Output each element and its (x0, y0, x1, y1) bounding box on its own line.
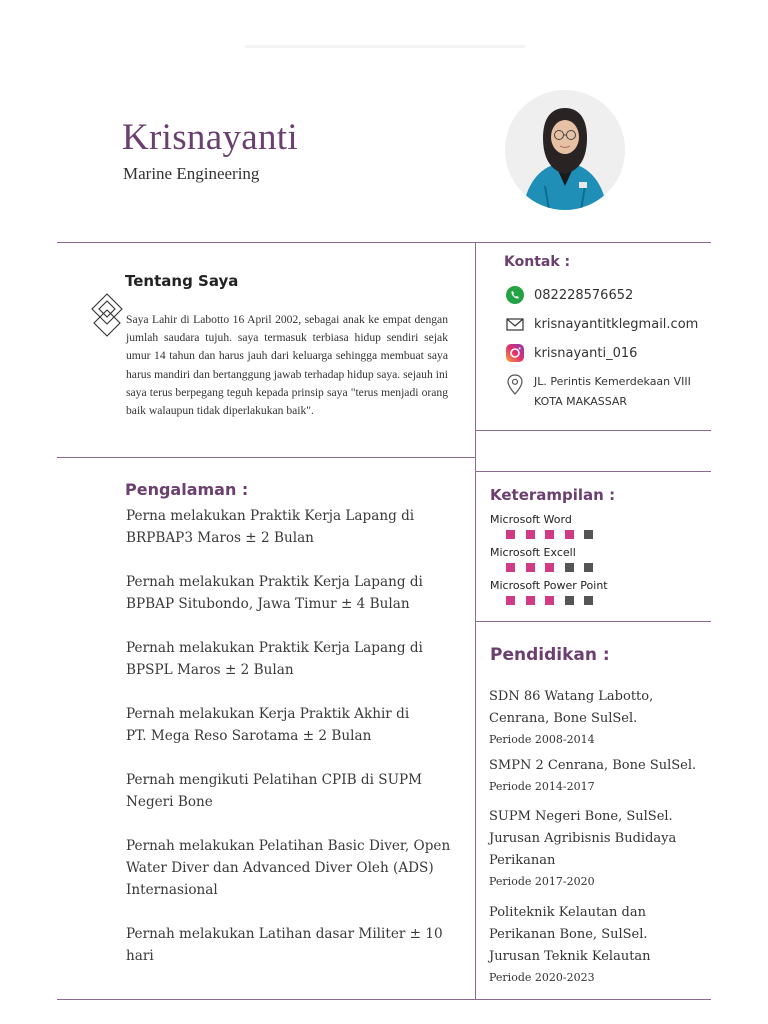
experience-line: Water Diver dan Advanced Diver Oleh (ADS) (126, 860, 434, 876)
skill-dot-filled (545, 563, 554, 572)
top-decoration (245, 45, 525, 48)
education-line: Cenrana, Bone SulSel. (489, 711, 638, 726)
skill-dot-empty (584, 596, 593, 605)
skill-dot-filled (526, 530, 535, 539)
about-text: Saya Lahir di Labotto 16 April 2002, sebagai anak ke empat dengan jumlah saudara tujuh. saya termasuk terbiasa hidup sendiri sejak umur 14 tahun dan harus jauh dari keluarga sehingga membuat saya harus mandiri dan bertanggung jawab terhadap hidup saya. sejauh ini saya terus berpegang teguh kepada prinsip saya "terus menjadi orang baik walaupun tidak diperlakukan baik". (126, 313, 448, 418)
skill-dot-filled (506, 596, 515, 605)
diamond-ornament-icon (90, 292, 124, 340)
profile-photo (505, 90, 625, 210)
skill-name: Microsoft Excell (490, 546, 576, 559)
experience-line: Pernah melakukan Kerja Praktik Akhir di (126, 706, 410, 722)
contact-instagram (505, 343, 637, 363)
skill-dot-empty (584, 563, 593, 572)
experience-heading: Pengalaman : (125, 480, 249, 499)
education-line: SUPM Negeri Bone, SulSel. (489, 809, 673, 824)
divider-bottom (57, 999, 711, 1000)
experience-line: BPBAP Situbondo, Jawa Timur ± 4 Bulan (126, 596, 410, 612)
education-line: Politeknik Kelautan dan (489, 905, 646, 920)
mail-icon (505, 314, 525, 334)
education-item (489, 806, 714, 892)
experience-list (126, 505, 461, 989)
education-period: Periode 2014-2017 (489, 780, 595, 793)
experience-line: BPSPL Maros ± 2 Bulan (126, 662, 294, 678)
skill-name: Microsoft Power Point (490, 579, 608, 592)
contact-email (505, 314, 698, 334)
skill-dot-filled (506, 563, 515, 572)
skill-dot-empty (565, 563, 574, 572)
experience-item (126, 637, 461, 681)
about-heading: Tentang Saya (125, 272, 239, 290)
experience-line: Internasional (126, 882, 218, 898)
experience-line: Pernah mengikuti Pelatihan CPIB di SUPM (126, 772, 423, 788)
experience-item (126, 923, 461, 967)
experience-line: hari (126, 948, 154, 964)
skill-level-meter (506, 530, 604, 539)
education-period: Periode 2008-2014 (489, 733, 595, 746)
profile-role: Marine Engineering (123, 164, 260, 183)
divider-skills-bottom (475, 621, 711, 622)
phone-number: 082228576652 (534, 287, 634, 303)
skill-dot-filled (526, 563, 535, 572)
experience-item (126, 571, 461, 615)
address-line-2: KOTA MAKASSAR (534, 395, 628, 408)
divider-skills-top (475, 471, 711, 472)
skill-dot-filled (526, 596, 535, 605)
skill-dot-filled (565, 530, 574, 539)
skill-level-meter (506, 596, 604, 605)
profile-name: Krisnayanti (122, 117, 298, 158)
whatsapp-icon (505, 285, 525, 305)
experience-line: Perna melakukan Praktik Kerja Lapang di (126, 508, 415, 524)
contact-phone (505, 285, 633, 305)
education-line: Perikanan Bone, SulSel. (489, 927, 648, 942)
experience-line: Pernah melakukan Praktik Kerja Lapang di (126, 640, 423, 656)
skill-name: Microsoft Word (490, 513, 572, 526)
experience-line: BRPBAP3 Maros ± 2 Bulan (126, 530, 314, 546)
skill-dot-filled (506, 530, 515, 539)
contact-address (505, 372, 691, 412)
experience-item (126, 835, 461, 901)
education-line: Jurusan Teknik Kelautan (489, 949, 651, 964)
education-period: Periode 2020-2023 (489, 971, 595, 984)
education-period: Periode 2017-2020 (489, 875, 595, 888)
experience-item (126, 505, 461, 549)
education-item (489, 686, 714, 750)
skill-dot-filled (545, 530, 554, 539)
education-line: SDN 86 Watang Labotto, (489, 689, 654, 704)
email-address: krisnayantitklegmail.com (534, 316, 699, 332)
skill-dot-filled (545, 596, 554, 605)
instagram-icon (505, 343, 525, 363)
education-line: Jurusan Agribisnis Budidaya (489, 831, 677, 846)
experience-line: Negeri Bone (126, 794, 213, 810)
address-line-1: JL. Perintis Kemerdekaan VIII (534, 375, 691, 388)
location-pin-icon (505, 373, 525, 393)
contact-heading: Kontak : (504, 254, 571, 270)
education-item (489, 902, 714, 988)
education-line: Perikanan (489, 853, 556, 868)
skill-dot-empty (584, 530, 593, 539)
skill-dot-empty (565, 596, 574, 605)
experience-line: Pernah melakukan Praktik Kerja Lapang di (126, 574, 423, 590)
experience-line: Pernah melakukan Latihan dasar Militer ± 10 (126, 926, 443, 942)
divider-about-bottom (57, 457, 475, 458)
divider-contact-bottom (475, 430, 711, 431)
instagram-handle: krisnayanti_016 (534, 345, 638, 361)
education-item (489, 755, 714, 797)
experience-line: PT. Mega Reso Sarotama ± 2 Bulan (126, 728, 372, 744)
divider-top (57, 242, 711, 243)
skill-level-meter (506, 563, 604, 572)
experience-item (126, 769, 461, 813)
education-heading: Pendidikan : (490, 645, 610, 665)
experience-item (126, 703, 461, 747)
education-line: SMPN 2 Cenrana, Bone SulSel. (489, 758, 697, 773)
experience-line: Pernah melakukan Pelatihan Basic Diver, Open (126, 838, 451, 854)
skills-heading: Keterampilan : (490, 486, 616, 504)
